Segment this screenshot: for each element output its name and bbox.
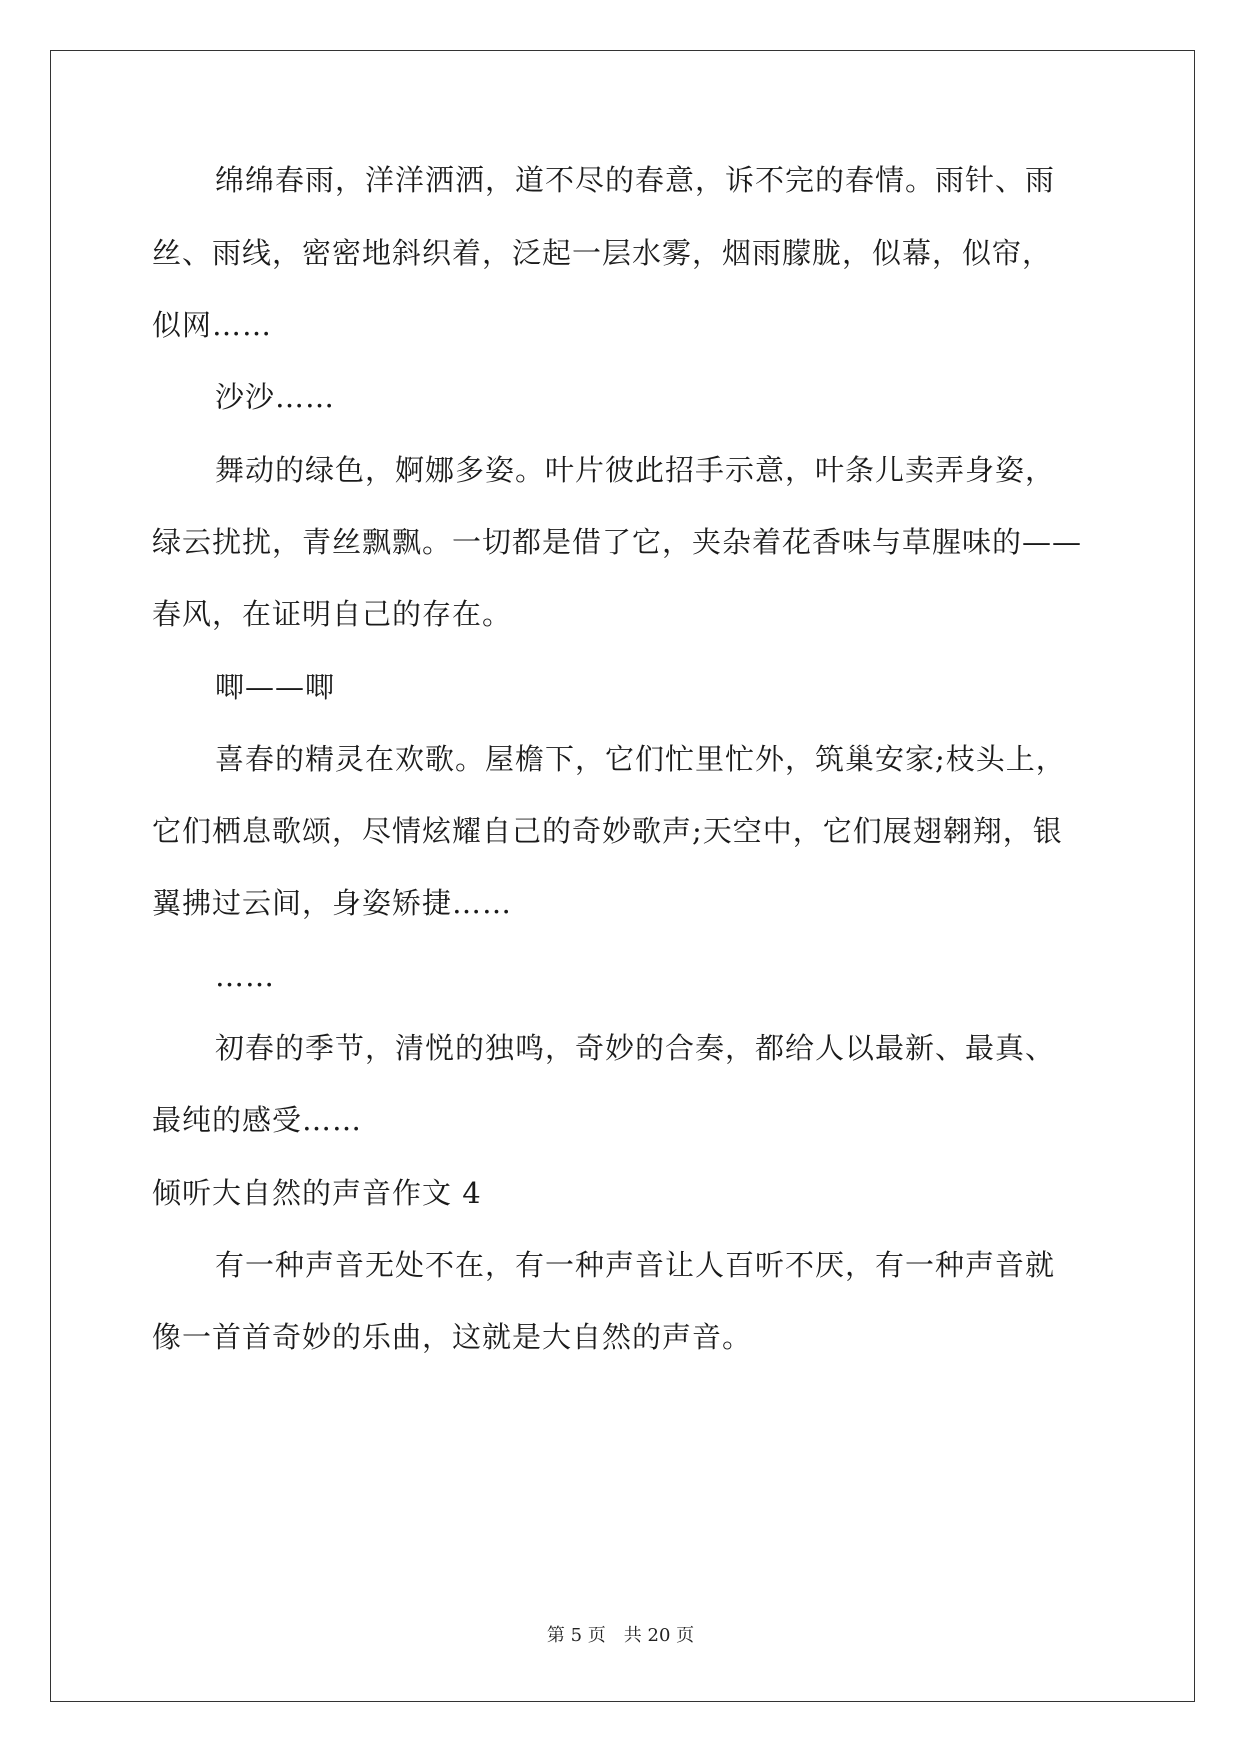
- paragraph-line: 绿云扰扰，青丝飘飘。一切都是借了它，夹杂着花香味与草腥味的——: [152, 525, 1083, 559]
- paragraph-line: 舞动的绿色，婀娜多姿。叶片彼此招手示意，叶条儿卖弄身姿，: [215, 453, 1056, 487]
- paragraph-line: 有一种声音无处不在，有一种声音让人百听不厌，有一种声音就: [215, 1248, 1056, 1282]
- paragraph-line: 唧——唧: [215, 670, 336, 704]
- paragraph-line: 翼拂过云间，身姿矫捷……: [152, 886, 513, 920]
- paragraph-line: 似网……: [152, 308, 273, 342]
- paragraph-line: 沙沙……: [215, 380, 336, 414]
- paragraph-line: 丝、雨线，密密地斜织着，泛起一层水雾，烟雨朦胧，似幕，似帘，: [152, 236, 1053, 270]
- paragraph-line: ……: [215, 959, 275, 993]
- paragraph-line: 最纯的感受……: [152, 1103, 363, 1137]
- paragraph-line: 绵绵春雨，洋洋洒洒，道不尽的春意，诉不完的春情。雨针、雨: [215, 163, 1056, 197]
- paragraph-line: 春风，在证明自己的存在。: [152, 597, 513, 631]
- paragraph-line: 初春的季节，清悦的独鸣，奇妙的合奏，都给人以最新、最真、: [215, 1031, 1056, 1065]
- paragraph-line: 喜春的精灵在欢歌。屋檐下，它们忙里忙外，筑巢安家;枝头上，: [215, 742, 1066, 776]
- page-border: [50, 50, 1195, 1702]
- paragraph-line: 像一首首奇妙的乐曲，这就是大自然的声音。: [152, 1320, 753, 1354]
- paragraph-line: 它们栖息歌颂，尽情炫耀自己的奇妙歌声;天空中，它们展翅翱翔，银: [152, 814, 1063, 848]
- section-heading: 倾听大自然的声音作文 4: [152, 1176, 482, 1210]
- page-number-footer: 第 5 页 共 20 页: [546, 1625, 695, 1646]
